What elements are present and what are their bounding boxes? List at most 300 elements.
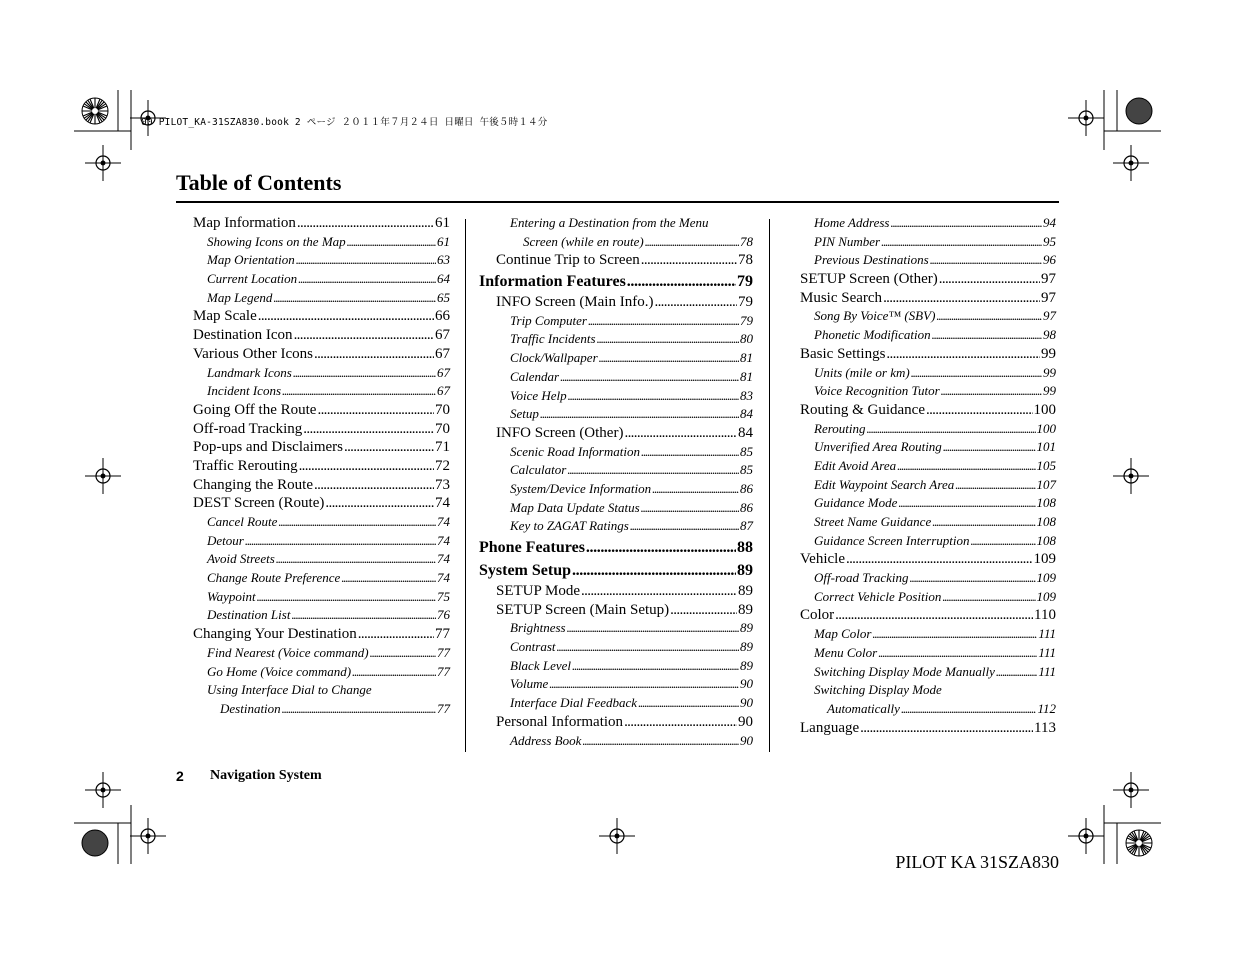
toc-entry-page: 61 <box>435 215 450 231</box>
toc-leader-dots <box>568 387 739 406</box>
toc-leader-dots <box>314 345 434 364</box>
toc-entry-page: 81 <box>740 350 753 366</box>
toc-leader-dots <box>293 364 436 383</box>
toc-leader-dots <box>597 330 739 349</box>
model-code: PILOT KA 31SZA830 <box>895 852 1059 872</box>
toc-entry[interactable] <box>207 513 450 532</box>
toc-entry-page: 108 <box>1036 514 1056 529</box>
toc-entry-page: 79 <box>740 312 753 328</box>
toc-leader-dots <box>654 293 737 312</box>
toc-entry[interactable] <box>814 438 1056 457</box>
toc-entry[interactable] <box>814 494 1056 513</box>
toc-entry-page: 74 <box>437 551 450 567</box>
toc-entry-label: Find Nearest (Voice command) <box>207 644 369 660</box>
toc-entry-label: Units (mile or km) <box>814 364 910 380</box>
toc-entry-label: Previous Destinations <box>814 252 929 268</box>
toc-entry[interactable] <box>193 326 450 345</box>
toc-entry-label: System/Device Information <box>510 480 652 496</box>
toc-entry[interactable] <box>496 713 753 732</box>
toc-entry[interactable] <box>510 349 753 368</box>
toc-entry[interactable] <box>510 638 753 657</box>
toc-entry[interactable] <box>496 424 753 443</box>
toc-entry-label: Calendar <box>510 368 560 384</box>
toc-entry-label: Key to ZAGAT Ratings <box>510 518 629 534</box>
toc-entry-page: 99 <box>1043 383 1056 399</box>
toc-entry[interactable] <box>510 517 753 536</box>
toc-entry-label: Unverified Area Routing <box>814 439 942 455</box>
toc-entry[interactable] <box>814 214 1056 233</box>
toc-leader-dots <box>630 517 739 536</box>
toc-entry-page: 83 <box>740 387 753 403</box>
toc-leader-dots <box>572 559 736 582</box>
column-divider-2 <box>769 219 770 752</box>
toc-entry-label: Edit Waypoint Search Area <box>814 476 955 492</box>
toc-leader-dots <box>325 494 434 513</box>
toc-entry[interactable] <box>800 550 1056 569</box>
toc-leader-dots <box>652 480 739 499</box>
toc-entry-label: DEST Screen (Route) <box>193 495 325 512</box>
toc-leader-dots <box>347 233 436 252</box>
toc-entry-label: Brightness <box>510 620 566 636</box>
toc-leader-dots <box>872 625 1037 644</box>
toc-entry-page: 61 <box>437 233 450 249</box>
toc-leader-dots <box>278 513 436 532</box>
toc-leader-dots <box>897 457 1035 476</box>
toc-entry-label: Calculator <box>510 462 567 478</box>
toc-entry-label: INFO Screen (Main Info.) <box>496 294 654 311</box>
toc-entry[interactable] <box>510 480 753 499</box>
toc-entry-label: Map Information <box>193 215 296 231</box>
toc-entry[interactable] <box>814 681 1056 700</box>
toc-entry-page: 98 <box>1043 327 1056 343</box>
toc-entry-page: 97 <box>1043 308 1056 324</box>
toc-entry-page: 74 <box>435 495 450 512</box>
toc-entry[interactable] <box>193 457 450 476</box>
toc-entry[interactable] <box>800 270 1056 289</box>
toc-entry[interactable] <box>207 588 450 607</box>
toc-entry[interactable] <box>814 513 1056 532</box>
toc-entry[interactable] <box>496 582 753 601</box>
toc-entry-label: Map Scale <box>193 308 257 325</box>
toc-leader-dots <box>932 513 1035 532</box>
column-divider-1 <box>465 219 466 752</box>
toc-entry-page: 67 <box>435 327 450 344</box>
toc-leader-dots <box>898 494 1035 513</box>
toc-entry[interactable] <box>479 559 753 582</box>
toc-entry[interactable] <box>193 625 450 644</box>
toc-entry-page: 74 <box>437 532 450 548</box>
toc-entry[interactable] <box>479 270 753 293</box>
toc-entry[interactable] <box>510 214 753 233</box>
toc-entry-label: System Setup <box>479 562 572 579</box>
toc-entry-page: 89 <box>738 583 753 599</box>
toc-leader-dots <box>930 251 1042 270</box>
toc-leader-dots <box>860 719 1033 738</box>
toc-entry-label: Song By Voice™ (SBV) <box>814 308 936 324</box>
toc-entry[interactable] <box>510 732 753 751</box>
toc-entry-page: 72 <box>435 457 450 474</box>
toc-leader-dots <box>299 457 434 476</box>
toc-entry[interactable] <box>510 443 753 462</box>
toc-leader-dots <box>273 289 436 308</box>
toc-entry[interactable] <box>510 694 753 713</box>
toc-entry[interactable] <box>207 681 450 700</box>
toc-entry-label: Off-road Tracking <box>193 420 303 437</box>
toc-entry[interactable] <box>814 251 1056 270</box>
toc-entry-label: Current Location <box>207 271 298 287</box>
toc-entry-label: Contrast <box>510 639 556 655</box>
toc-entry-label: Destination List <box>207 607 291 623</box>
toc-entry[interactable] <box>814 625 1056 644</box>
toc-entry[interactable] <box>800 345 1056 364</box>
toc-leader-dots <box>567 619 739 638</box>
toc-entry-page: 100 <box>1033 401 1056 418</box>
toc-entry-label: Screen (while en route) <box>523 233 644 249</box>
toc-entry-page: 67 <box>437 364 450 380</box>
toc-leader-dots <box>549 675 739 694</box>
toc-entry-label: Language <box>800 719 860 736</box>
toc-entry[interactable] <box>207 606 450 625</box>
toc-leader-dots <box>314 476 434 495</box>
toc-entry[interactable] <box>814 364 1056 383</box>
toc-entry[interactable] <box>814 420 1056 439</box>
toc-entry[interactable] <box>800 289 1056 308</box>
toc-entry[interactable] <box>510 461 753 480</box>
toc-entry-label: Map Legend <box>207 289 273 305</box>
toc-column-2 <box>479 214 753 750</box>
toc-leader-dots <box>557 638 739 657</box>
toc-entry[interactable] <box>814 307 1056 326</box>
toc-leader-dots <box>258 307 434 326</box>
toc-leader-dots <box>358 625 434 644</box>
toc-entry-page: 89 <box>740 639 753 655</box>
toc-entry[interactable] <box>510 312 753 331</box>
toc-entry-page: 97 <box>1041 271 1056 288</box>
toc-entry[interactable] <box>496 251 753 270</box>
toc-leader-dots <box>926 401 1033 420</box>
toc-entry-page: 70 <box>435 401 450 418</box>
toc-entry[interactable] <box>510 657 753 676</box>
toc-entry-label: Avoid Streets <box>207 551 275 567</box>
toc-entry-label: Automatically <box>827 700 900 716</box>
toc-entry[interactable] <box>479 536 753 559</box>
toc-leader-dots <box>911 364 1042 383</box>
toc-leader-dots <box>282 382 436 401</box>
toc-entry-page: 94 <box>1043 215 1056 230</box>
toc-entry-label: Change Route Preference <box>207 570 341 586</box>
toc-entry-label: SETUP Screen (Other) <box>800 271 938 288</box>
toc-entry[interactable] <box>193 214 450 233</box>
toc-entry[interactable] <box>193 476 450 495</box>
toc-entry-label: Home Address <box>814 215 890 230</box>
toc-entry-label: Trip Computer <box>510 312 587 328</box>
toc-entry-page: 65 <box>437 289 450 305</box>
toc-entry-page: 84 <box>740 406 753 422</box>
toc-entry-page: 109 <box>1033 551 1056 568</box>
toc-entry[interactable] <box>510 405 753 424</box>
toc-entry-label: Music Search <box>800 289 883 306</box>
toc-entry-page: 81 <box>740 368 753 384</box>
toc-entry-label: INFO Screen (Other) <box>496 424 624 441</box>
footer-page-number: 2 <box>176 768 184 784</box>
toc-entry[interactable] <box>207 569 450 588</box>
toc-entry-label: Using Interface Dial to Change <box>207 682 372 698</box>
toc-entry-label: Pop-ups and Disclaimers <box>193 439 343 456</box>
toc-entry-page: 77 <box>435 626 450 643</box>
toc-leader-dots <box>257 588 436 607</box>
toc-entry-label: Incident Icons <box>207 383 282 399</box>
toc-entry-page: 111 <box>1038 663 1056 679</box>
toc-entry-page: 67 <box>437 383 450 399</box>
toc-leader-dots <box>641 443 739 462</box>
toc-entry[interactable] <box>207 270 450 289</box>
toc-entry-page: 88 <box>737 539 753 556</box>
footer-section-title: Navigation System <box>210 768 322 783</box>
toc-entry-page: 112 <box>1037 700 1056 716</box>
toc-entry-page: 105 <box>1036 457 1056 473</box>
toc-leader-dots <box>581 582 737 601</box>
toc-entry-label: Switching Display Mode <box>814 682 942 698</box>
toc-entry[interactable] <box>800 719 1056 738</box>
toc-entry-page: 67 <box>435 345 450 362</box>
toc-entry[interactable] <box>800 401 1056 420</box>
toc-entry-page: 90 <box>740 695 753 711</box>
toc-entry-label: Showing Icons on the Map <box>207 233 346 249</box>
toc-leader-dots <box>910 569 1036 588</box>
toc-leader-dots <box>296 251 436 270</box>
toc-entry-page: 108 <box>1036 495 1056 511</box>
toc-entry[interactable] <box>207 532 450 551</box>
toc-entry-page: 78 <box>738 252 753 269</box>
toc-entry[interactable] <box>510 499 753 518</box>
toc-entry[interactable] <box>814 382 1056 401</box>
toc-leader-dots <box>932 326 1042 345</box>
toc-entry[interactable] <box>510 330 753 349</box>
toc-entry[interactable] <box>193 420 450 439</box>
toc-entry-page: 99 <box>1043 364 1056 380</box>
toc-entry-label: Destination Icon <box>193 327 293 344</box>
toc-entry-label: Interface Dial Feedback <box>510 695 638 711</box>
toc-entry-label: Traffic Incidents <box>510 331 596 347</box>
toc-entry[interactable] <box>193 438 450 457</box>
toc-entry[interactable] <box>207 644 450 663</box>
toc-leader-dots <box>641 251 737 270</box>
print-header: 00 PILOT_KA-31SZA830.book 2 ページ ２０１１年７月２４日 日曜日 午後５時１４分 <box>141 117 548 128</box>
toc-entry-page: 70 <box>435 420 450 437</box>
toc-leader-dots <box>942 588 1035 607</box>
toc-entry[interactable] <box>827 700 1056 719</box>
toc-entry-label: Black Level <box>510 657 571 673</box>
toc-entry-page: 74 <box>437 514 450 529</box>
toc-entry[interactable] <box>193 494 450 513</box>
toc-entry[interactable] <box>814 233 1056 252</box>
toc-entry[interactable] <box>814 476 1056 495</box>
toc-entry-label: Landmark Icons <box>207 364 292 380</box>
toc-entry-label: Waypoint <box>207 588 256 604</box>
toc-entry-page: 110 <box>1034 607 1056 624</box>
toc-entry-page: 74 <box>437 570 450 586</box>
toc-entry-page: 80 <box>740 331 753 347</box>
toc-leader-dots <box>344 438 434 457</box>
toc-entry[interactable] <box>193 345 450 364</box>
toc-entry[interactable] <box>193 307 450 326</box>
toc-entry[interactable] <box>207 550 450 569</box>
toc-entry[interactable] <box>814 588 1056 607</box>
toc-entry-page: 111 <box>1038 626 1056 642</box>
toc-entry-label: Routing & Guidance <box>800 401 925 418</box>
toc-entry-label: Go Home (Voice command) <box>207 663 352 679</box>
toc-leader-dots <box>867 420 1036 439</box>
toc-entry[interactable] <box>193 401 450 420</box>
toc-entry-page: 86 <box>740 480 753 496</box>
toc-entry[interactable] <box>207 251 450 270</box>
toc-entry[interactable] <box>207 289 450 308</box>
toc-entry[interactable] <box>814 663 1056 682</box>
toc-entry-label: Map Orientation <box>207 252 295 268</box>
toc-entry-label: Cancel Route <box>207 514 278 529</box>
toc-entry[interactable] <box>510 387 753 406</box>
toc-entry-page: 97 <box>1041 289 1056 306</box>
toc-leader-dots <box>881 233 1042 252</box>
toc-entry-label: Phone Features <box>479 539 585 556</box>
toc-entry-page: 78 <box>740 233 753 249</box>
toc-leader-dots <box>540 405 739 424</box>
toc-leader-dots <box>970 532 1035 551</box>
toc-entry-page: 77 <box>437 663 450 679</box>
toc-entry-label: Phonetic Modification <box>814 327 931 343</box>
toc-entry-label: Various Other Icons <box>193 345 313 362</box>
toc-leader-dots <box>878 644 1037 663</box>
toc-entry[interactable] <box>814 569 1056 588</box>
toc-entry-label: Information Features <box>479 273 626 291</box>
toc-entry-page: 89 <box>740 620 753 636</box>
toc-entry-label: Correct Vehicle Position <box>814 588 942 604</box>
toc-entry-page: 90 <box>740 676 753 692</box>
toc-entry-label: Map Color <box>814 626 872 642</box>
toc-leader-dots <box>341 569 436 588</box>
toc-entry-page: 77 <box>437 644 450 660</box>
toc-leader-dots <box>370 644 436 663</box>
toc-entry-page: 96 <box>1043 252 1056 268</box>
toc-entry-label: Personal Information <box>496 713 624 730</box>
toc-leader-dots <box>294 326 434 345</box>
toc-entry-page: 109 <box>1036 570 1056 586</box>
toc-entry[interactable] <box>510 619 753 638</box>
toc-entry-label: Scenic Road Information <box>510 443 640 459</box>
toc-entry-page: 89 <box>740 657 753 673</box>
toc-entry-label: Rerouting <box>814 420 866 436</box>
toc-entry[interactable] <box>207 382 450 401</box>
toc-leader-dots <box>627 270 736 293</box>
toc-leader-dots <box>291 606 436 625</box>
toc-leader-dots <box>638 694 739 713</box>
toc-entry[interactable] <box>207 364 450 383</box>
toc-leader-dots <box>883 289 1040 308</box>
toc-entry[interactable] <box>220 700 450 719</box>
toc-leader-dots <box>303 420 434 439</box>
toc-entry-page: 111 <box>1038 644 1056 660</box>
toc-entry-label: Changing Your Destination <box>193 626 357 643</box>
toc-leader-dots <box>835 606 1033 625</box>
toc-leader-dots <box>955 476 1035 495</box>
toc-entry-page: 89 <box>738 601 753 618</box>
toc-entry-label: Map Data Update Status <box>510 499 640 515</box>
toc-entry[interactable] <box>207 233 450 252</box>
toc-entry[interactable] <box>207 663 450 682</box>
toc-entry[interactable] <box>523 233 753 252</box>
toc-entry-label: Volume <box>510 676 549 692</box>
toc-leader-dots <box>936 307 1042 326</box>
toc-leader-dots <box>297 214 434 233</box>
toc-entry[interactable] <box>510 675 753 694</box>
toc-entry-page: 64 <box>437 271 450 287</box>
toc-entry-page: 75 <box>437 588 450 604</box>
toc-entry[interactable] <box>814 644 1056 663</box>
toc-entry-label: Clock/Wallpaper <box>510 350 598 366</box>
toc-entry[interactable] <box>496 293 753 312</box>
toc-leader-dots <box>939 270 1040 289</box>
toc-entry-label: Entering a Destination from the Menu <box>510 215 709 230</box>
toc-entry-page: 100 <box>1036 420 1056 436</box>
toc-leader-dots <box>624 424 737 443</box>
toc-entry[interactable] <box>814 532 1056 551</box>
toc-entry-label: Changing the Route <box>193 476 313 493</box>
toc-leader-dots <box>317 401 434 420</box>
toc-leader-dots <box>599 349 739 368</box>
toc-entry-label: Destination <box>220 700 281 716</box>
toc-entry-label: Vehicle <box>800 551 845 568</box>
toc-leader-dots <box>245 532 436 551</box>
toc-entry-label: SETUP Screen (Main Setup) <box>496 601 670 618</box>
toc-entry-page: 113 <box>1034 719 1056 736</box>
toc-leader-dots <box>941 382 1042 401</box>
toc-entry[interactable] <box>814 326 1056 345</box>
toc-leader-dots <box>943 438 1036 457</box>
toc-leader-dots <box>352 663 436 682</box>
toc-leader-dots <box>567 461 739 480</box>
toc-leader-dots <box>586 536 736 559</box>
toc-entry-page: 63 <box>437 252 450 268</box>
toc-entry-label: Traffic Rerouting <box>193 457 298 474</box>
toc-entry[interactable] <box>510 368 753 387</box>
toc-entry-label: Voice Recognition Tutor <box>814 383 940 399</box>
toc-leader-dots <box>276 550 436 569</box>
toc-column-1 <box>176 214 450 719</box>
toc-entry-page: 95 <box>1043 233 1056 249</box>
toc-leader-dots <box>624 713 737 732</box>
toc-entry-label: SETUP Mode <box>496 583 581 599</box>
toc-entry-page: 109 <box>1036 588 1056 604</box>
toc-entry-label: Voice Help <box>510 387 567 403</box>
toc-entry-label: PIN Number <box>814 233 881 249</box>
toc-leader-dots <box>901 700 1037 719</box>
toc-entry-label: Edit Avoid Area <box>814 457 897 473</box>
toc-entry-page: 101 <box>1036 439 1056 455</box>
toc-entry-page: 71 <box>435 439 450 456</box>
toc-leader-dots <box>846 550 1033 569</box>
page-title: Table of Contents <box>176 170 342 195</box>
toc-entry[interactable] <box>496 601 753 620</box>
toc-entry[interactable] <box>800 606 1056 625</box>
toc-leader-dots <box>886 345 1040 364</box>
toc-entry-page: 108 <box>1036 532 1056 548</box>
toc-entry-page: 107 <box>1036 476 1056 492</box>
toc-entry-page: 79 <box>738 294 753 311</box>
toc-entry-label: Guidance Mode <box>814 495 898 511</box>
toc-entry[interactable] <box>814 457 1056 476</box>
title-rule <box>176 201 1059 203</box>
toc-entry-page: 90 <box>740 732 753 748</box>
